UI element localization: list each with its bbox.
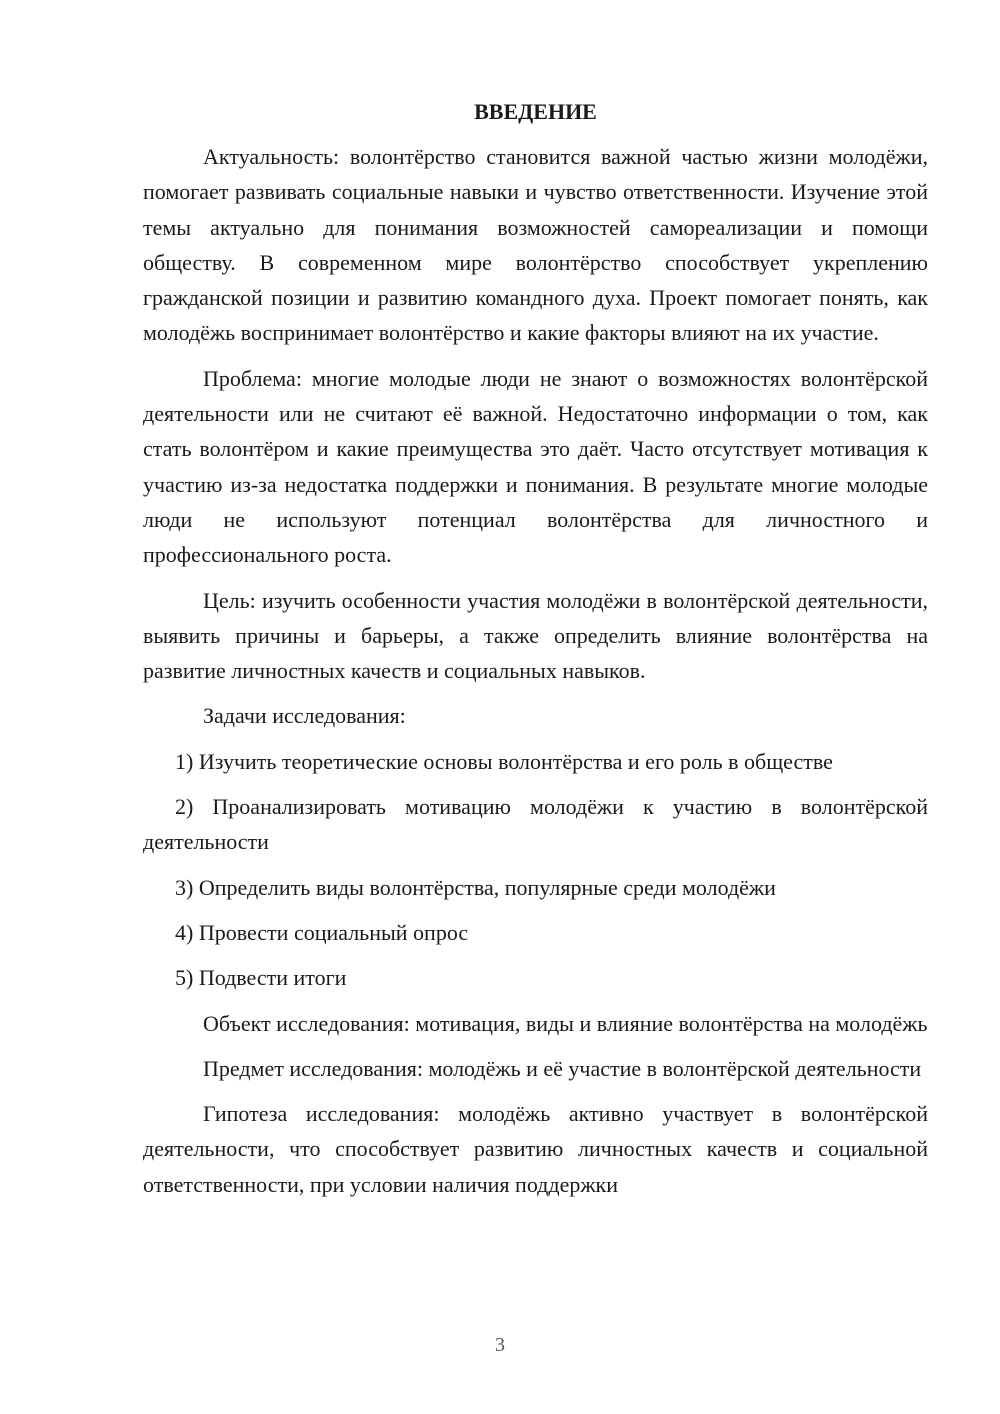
section-heading: ВВЕДЕНИЕ	[474, 99, 597, 124]
paragraph-hypothesis: Гипотеза исследования: молодёжь активно участвует в волонтёрской деятельности, что способствует развитию личностных качеств и социальной ответственности, при условии наличия поддержки	[143, 1101, 928, 1197]
task-item: 2) Проанализировать мотивацию молодёжи к участию в волонтёрской деятельности	[143, 794, 928, 855]
page-content	[143, 94, 928, 1212]
task-item: 4) Провести социальный опрос	[175, 919, 469, 945]
task-item: 3) Определить виды волонтёрства, популярные среди молодёжи	[175, 874, 776, 900]
task-list	[143, 744, 928, 996]
task-item: 1) Изучить теоретические основы волонтёрства и его роль в обществе	[175, 748, 833, 774]
task-item: 5) Подвести итоги	[175, 965, 347, 991]
paragraph-tasks-intro: Задачи исследования:	[203, 703, 406, 729]
paragraph-problem: Проблема: многие молодые люди не знают о возможностях волонтёрской деятельности или не считают её важной. Недостаточно информации о том, как стать волонтёром и какие преимущества это даёт. Часто отсутствует мотивация к участию из-за недостатка поддержки и понимания. В результате многие молодые люди не используют потенциал волонтёрства для личностного и профессионального роста.	[143, 365, 928, 568]
paragraph-subject: Предмет исследования: молодёжь и её участие в волонтёрской деятельности	[203, 1055, 922, 1081]
paragraph-goal: Цель: изучить особенности участия молодёжи в волонтёрской деятельности, выявить причины и барьеры, а также определить влияние волонтёрства на развитие личностных качеств и социальных навыков.	[143, 587, 928, 684]
page-number: 3	[495, 1334, 505, 1356]
paragraph-relevance: Актуальность: волонтёрство становится важной частью жизни молодёжи, помогает развивать социальные навыки и чувство ответственности. Изучение этой темы актуально для понимания возможностей самореализации и помощи обществу. В современном мире волонтёрство способствует укреплению гражданской позиции и развитию командного духа. Проект помогает понять, как молодёжь воспринимает волонтёрство и какие факторы влияют на их участие.	[143, 144, 928, 346]
paragraph-object: Объект исследования: мотивация, виды и влияние волонтёрства на молодёжь	[203, 1010, 928, 1036]
